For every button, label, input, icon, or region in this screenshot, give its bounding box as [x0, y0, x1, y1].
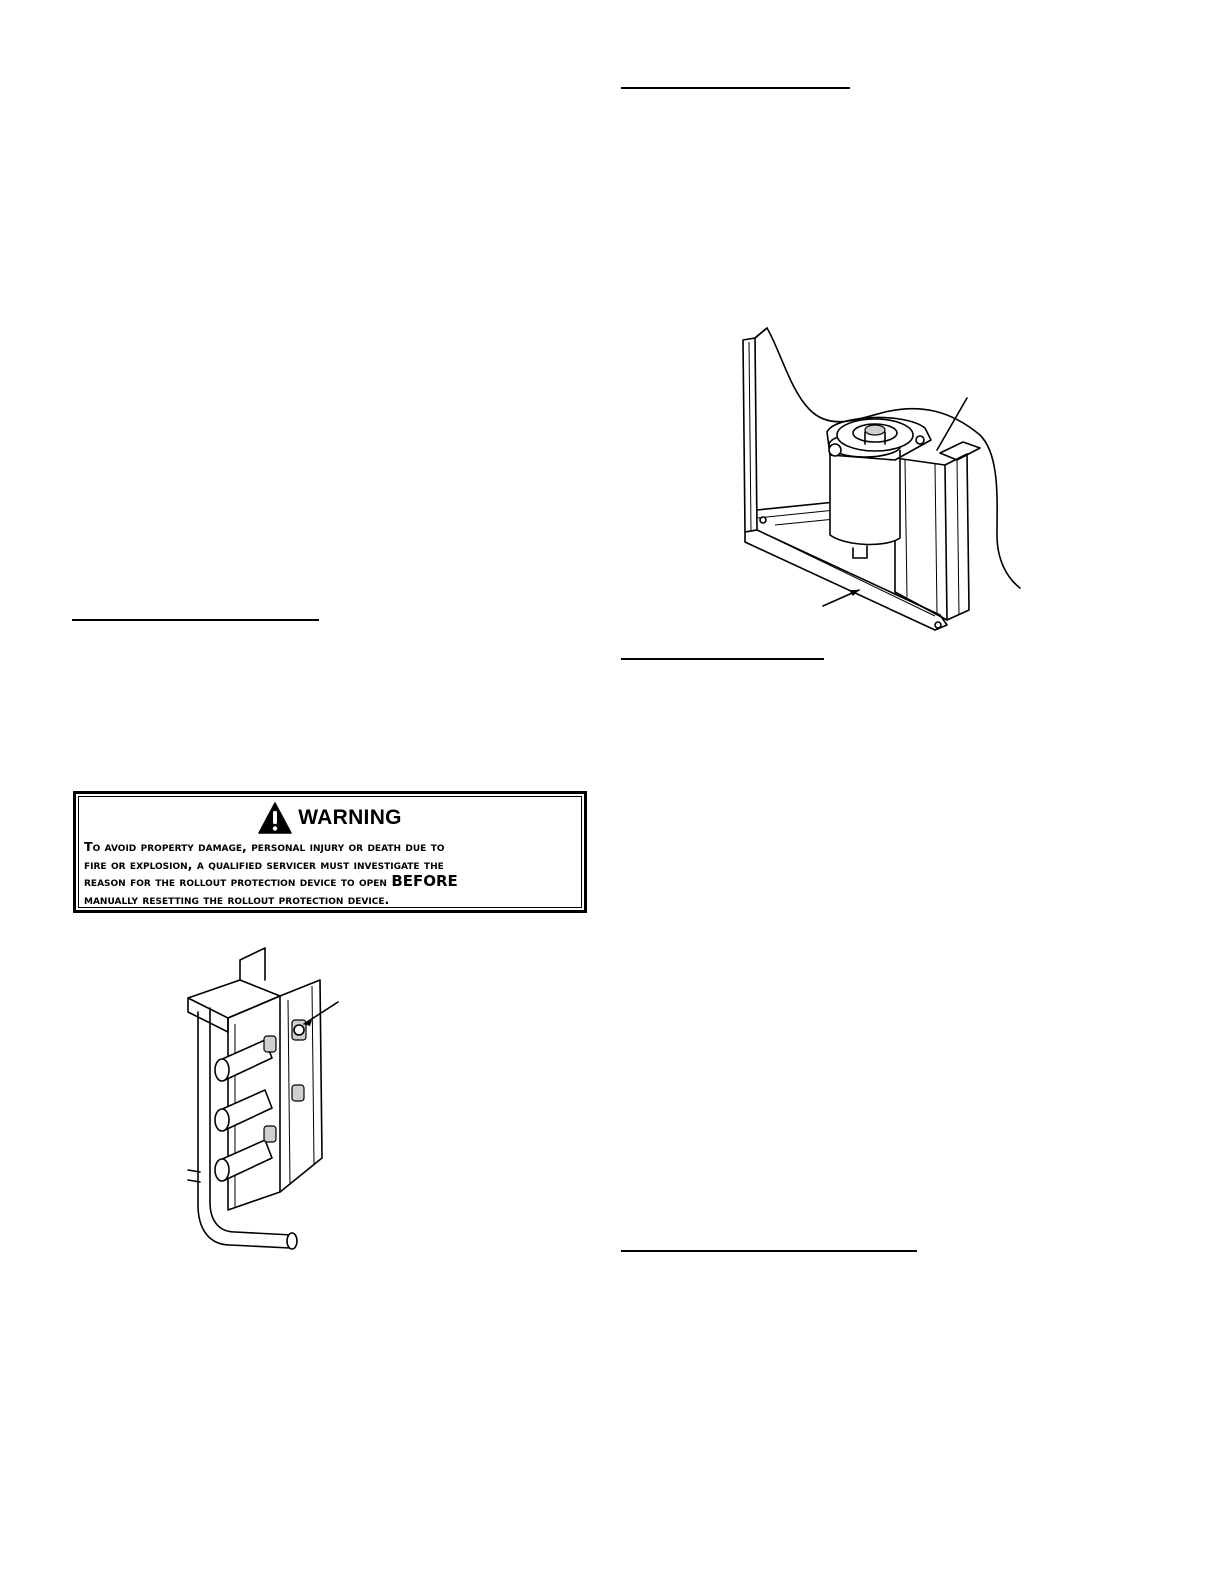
warning-title: WARNING — [298, 806, 402, 829]
warning-line-1 — [84, 838, 578, 856]
warning-line-3 — [84, 873, 578, 891]
section-heading-rule-top-right — [621, 87, 850, 89]
warning-emphasis: BEFORE — [391, 872, 458, 890]
warning-body — [84, 838, 578, 908]
section-heading-rule-right-middle — [621, 658, 824, 660]
warning-line-4: manually resetting the rollout protection device. — [84, 891, 390, 907]
burner-assembly-figure — [180, 940, 355, 1260]
warning-first-letter: T — [84, 839, 93, 854]
section-heading-rule-right-bottom — [621, 1250, 917, 1252]
section-heading-rule-left — [72, 619, 319, 621]
warning-line-1-text: o avoid property damage, personal injury or death due to — [92, 839, 445, 854]
warning-header — [76, 801, 584, 835]
warning-triangle-icon — [258, 802, 292, 834]
burner-tubes — [215, 1040, 272, 1181]
blower-cabinet-figure — [735, 320, 1035, 640]
warning-line-2: fire or explosion, a qualified servicer must investigate the — [84, 856, 444, 872]
warning-box — [73, 791, 587, 913]
rollout-switches — [264, 1020, 306, 1142]
warning-line-3-text: reason for the rollout protection device to open — [84, 874, 392, 889]
